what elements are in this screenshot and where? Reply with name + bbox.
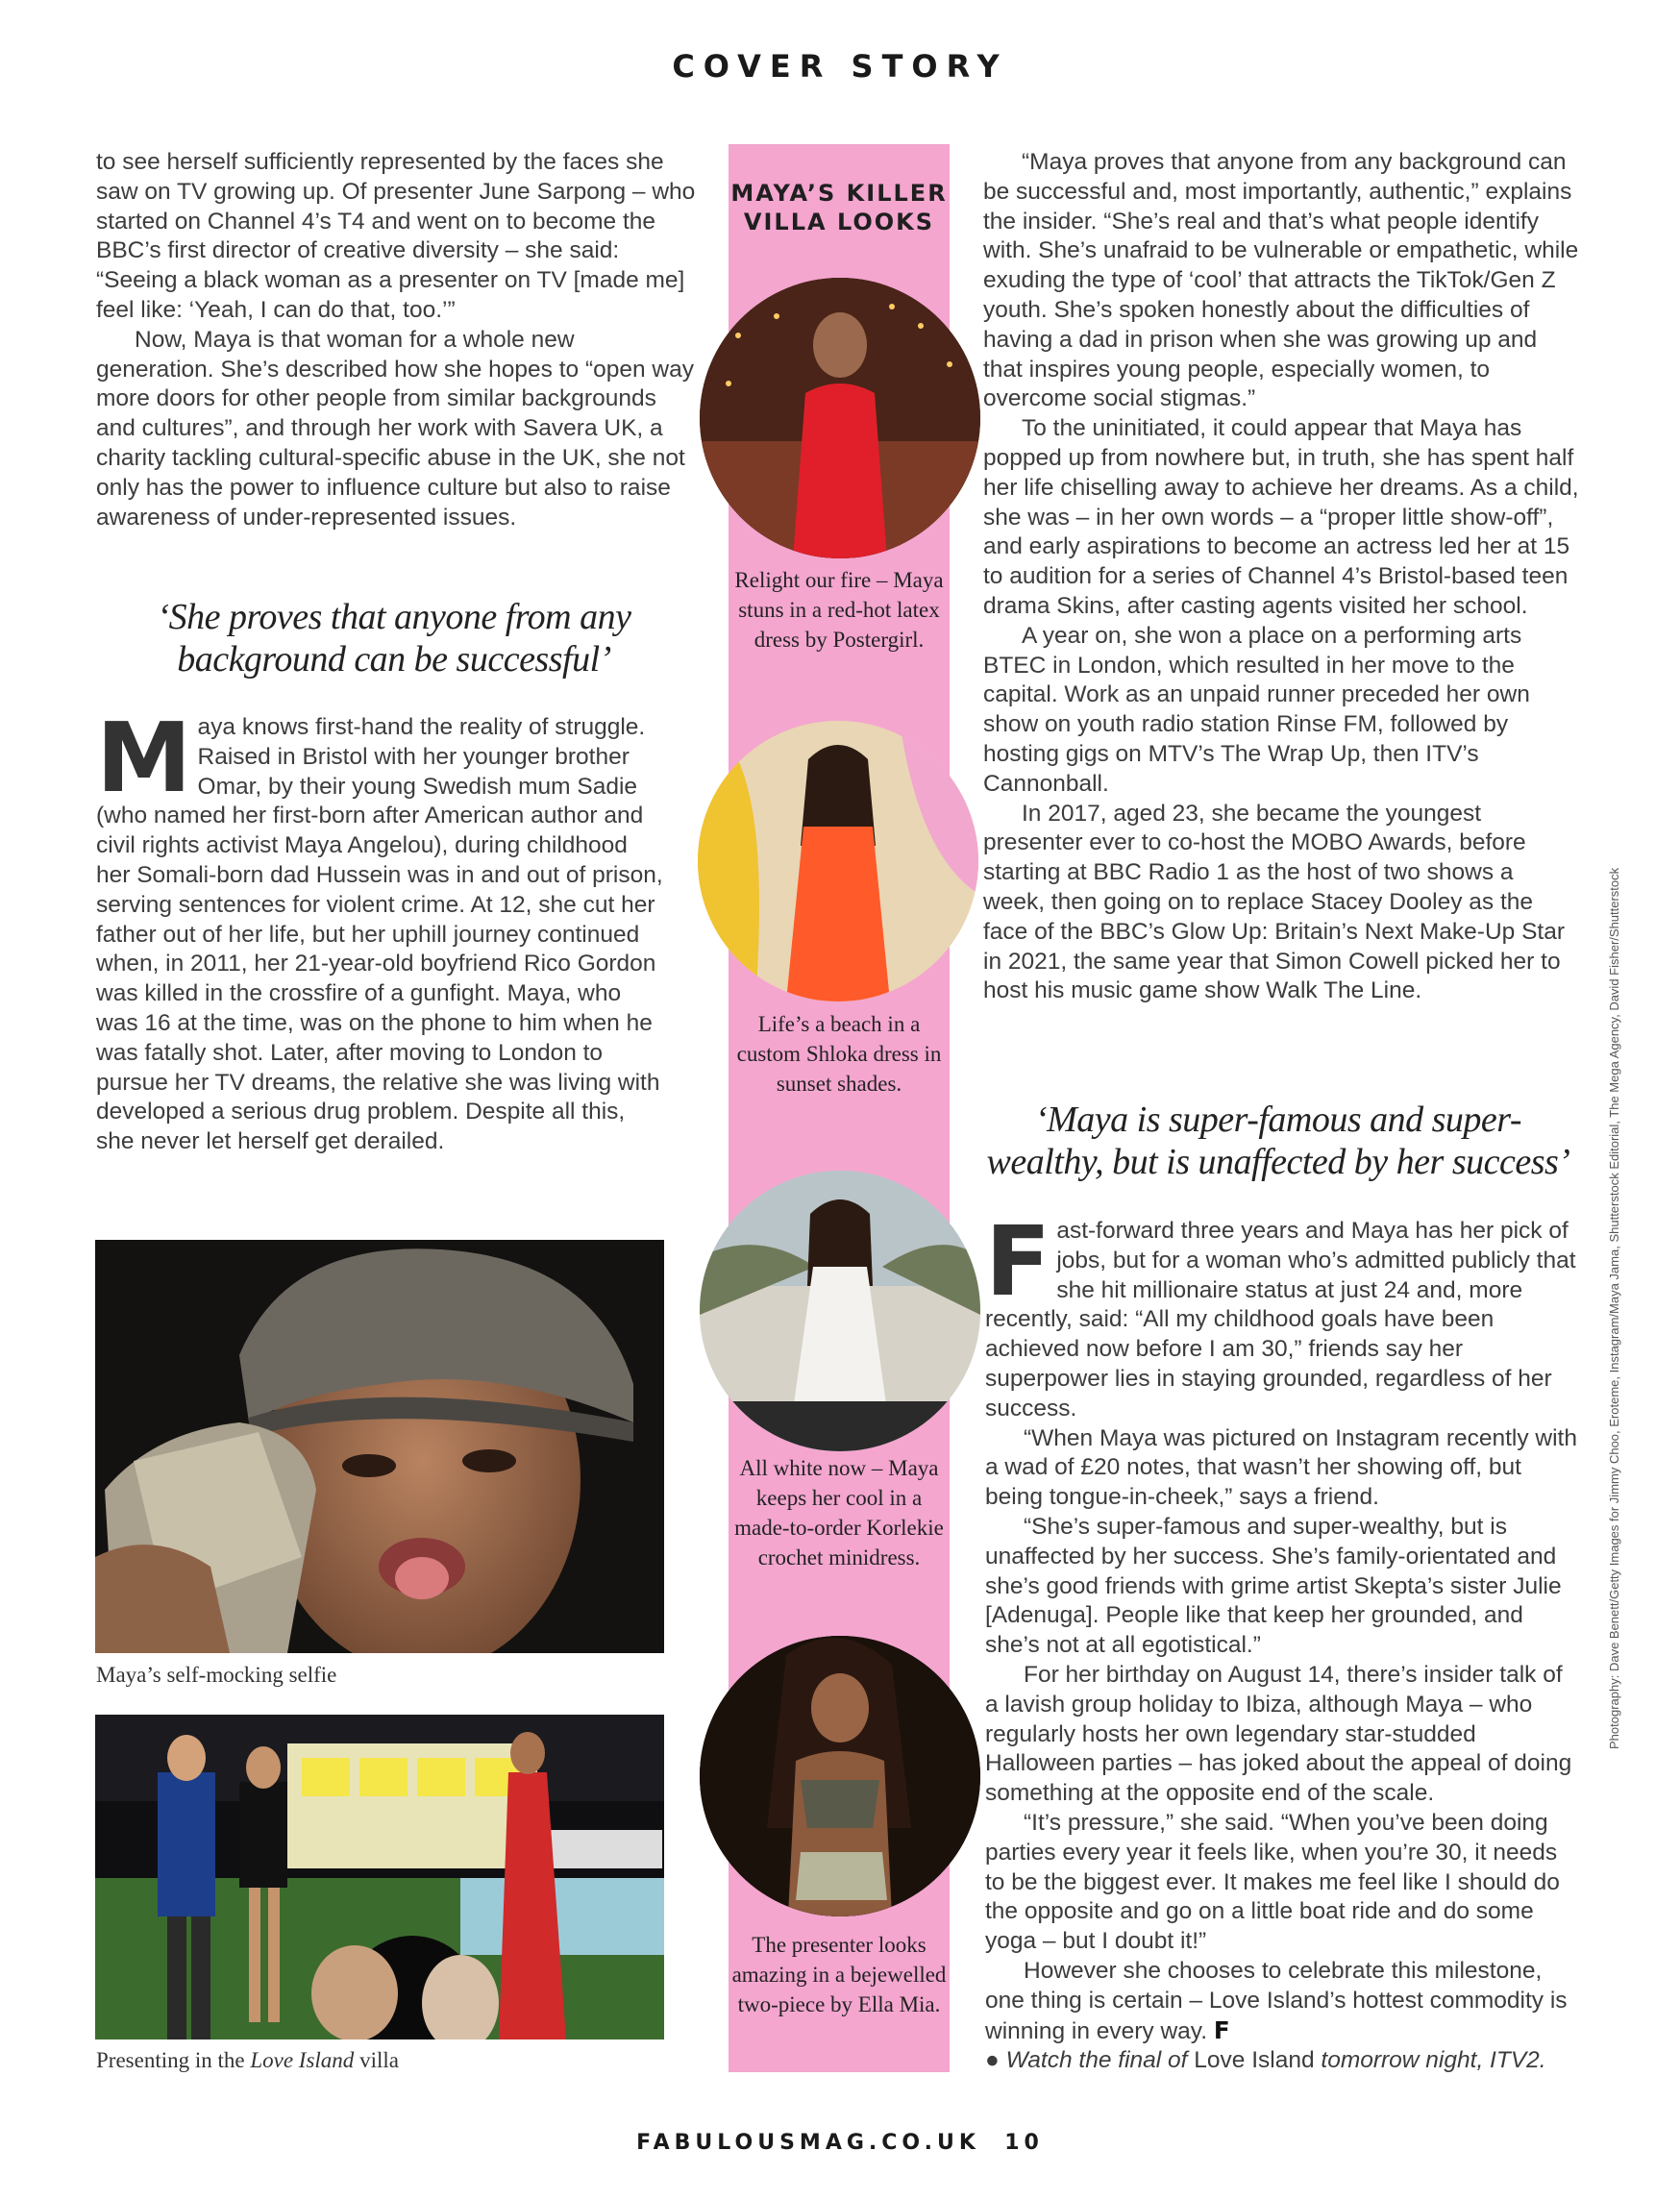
look-caption-3: All white now – Maya keeps her cool in a made-to-order Korlekie crochet minidress. [734, 1456, 944, 1570]
right-para-8: For her birthday on August 14, there’s insider talk of a lavish group holiday to Ibiza, although Maya – who regularly hosts her own legendary star-studded Halloween parties – has joked about the appeal of doing something at the opposite end of the scale. [985, 1661, 1572, 1807]
page-footer [0, 2131, 1680, 2155]
section-header: COVER STORY [672, 48, 1008, 85]
right-para-5: Fast-forward three years and Maya has her pick of jobs, but for a woman who’s admitted publicly that she hit millionaire status at just 24 and, more recently, said: “All my childhood goals have been achieved now before I am 30,” friends say her superpower lies in staying grounded, regardless of her success. [985, 1205, 1576, 1421]
look-photo-2 [698, 721, 978, 1001]
dropcap-f: F [985, 1205, 1051, 1318]
left-column-bottom [96, 702, 667, 1157]
watch-line: ● Watch the final of Love Island tomorrow night, ITV2. [985, 2047, 1546, 2074]
look-photo-3 [700, 1171, 980, 1451]
dropcap-m: M [96, 702, 192, 814]
right-pullquote: ‘Maya is super-famous and super-wealthy, but is unaffected by her success’ [986, 1100, 1570, 1182]
sidebar-title: MAYA’S KILLER VILLA LOOKS [730, 180, 948, 235]
photo-credit: Photography: Dave Benett/Getty Images for Jimmy Choo, Eroteme, Instagram/Maya Jama, Shutterstock Editorial, The Mega Agency, David Fisher/Shutterstock [1607, 867, 1621, 1749]
right-para-9: “It’s pressure,” she said. “When you’ve been doing parties every year it feels like, when you’re 30, it needs to be the biggest ever. It makes me feel like I should do the opposite and go on a little boat ride and do some yoga – but I doubt it!” [985, 1809, 1560, 1955]
right-column-bottom [985, 1205, 1581, 2076]
bullet-icon: ● [985, 2047, 1000, 2074]
villa-photo [95, 1715, 664, 2039]
left-para-1: to see herself sufficiently represented by the faces she saw on TV growing up. Of presenter June Sarpong – who started on Channel 4’s T4 and went on to become the BBC’s first director of creative diversity – she said: “Seeing a black woman as a presenter on TV [made me] feel like: ‘Yeah, I can do that, too.’” [96, 149, 696, 323]
left-column-top [96, 148, 698, 532]
right-para-4: In 2017, aged 23, she became the youngest presenter ever to co-host the MOBO Awards, before starting at BBC Radio 1 as the host of two shows a week, then going on to replace Stacey Dooley as the face of the BBC’s Glow Up: Britain’s Next Make-Up Star in 2021, the same year that Simon Cowell picked her to host his music game show Walk The Line. [983, 800, 1566, 1004]
selfie-photo [95, 1240, 664, 1653]
right-para-3: A year on, she won a place on a performing arts BTEC in London, which resulted in her move to the capital. Work as an unpaid runner preceded her own show on youth radio station Rinse FM, followed by hosting gigs on MTV’s The Wrap Up, then ITV’s Cannonball. [983, 622, 1530, 797]
right-para-7: “She’s super-famous and super-wealthy, but is unaffected by her success. She’s family-orientated and she’s good friends with grime artist Skepta’s sister Julie [Adenuga]. People like that keep her grounded, and she’s not at all egotistical.” [985, 1513, 1562, 1659]
right-para-10: However she chooses to celebrate this milestone, one thing is certain – Love Island’s hottest commodity is winning in every way. F [985, 1957, 1568, 2044]
left-para-2: Now, Maya is that woman for a whole new generation. She’s described how she hopes to “open way more doors for other people from similar backgrounds and cultures”, and through her work with Savera UK, a charity tackling cultural-specific abuse in the UK, she not only has the power to influence culture but also to raise awareness of under-represented issues. [96, 326, 694, 531]
look-caption-2: Life’s a beach in a custom Shloka dress in sunset shades. [736, 1012, 942, 1096]
look-photo-4 [700, 1636, 980, 1916]
left-para-3: Maya knows first-hand the reality of struggle. Raised in Bristol with her younger brother Omar, by their young Swedish mum Sadie (who named her first-born after American author and civil rights activist Maya Angelou), during childhood her Somali-born dad Hussein was in and out of prison, serving sentences for violent crime. At 12, she cut her father out of her life, but her uphill journey continued when, in 2011, her 21-year-old boyfriend Rico Gordon was killed in the crossfire of a gunfight. Maya, who was 16 at the time, was on the phone to him when he was fatally shot. Later, after moving to London to pursue her TV dreams, the relative she was living with developed a serious drug problem. Despite all this, she never let herself get derailed. [96, 702, 663, 1155]
footer-site: FABULOUSMAG.CO.UK [636, 2131, 980, 2155]
villa-caption: Presenting in the Love Island villa [96, 2048, 399, 2072]
right-para-1: “Maya proves that anyone from any background can be successful and, most importantly, authentic,” explains the insider. “She’s real and that’s what people identify with. She’s unafraid to be vulnerable or empathetic, while exuding the type of ‘cool’ that attracts the TikTok/Gen Z youth. She’s spoken honestly about the difficulties of having a dad in prison when she was growing up and that inspires young people, especially women, to overcome social stigmas.” [983, 149, 1579, 412]
look-caption-4: The presenter looks amazing in a bejewelled two-piece by Ella Mia. [731, 1933, 947, 2016]
selfie-caption: Maya’s self-mocking selfie [96, 1663, 337, 1687]
right-column-top [983, 148, 1579, 1006]
right-para-2: To the uninitiated, it could appear that Maya has popped up from nowhere but, in truth, she has spent half her life chiselling away to achieve her dreams. As a child, she was – in her own words – a “proper little show-off”, and early aspirations to become an actress led her at 15 to audition for a series of Channel 4’s Bristol-based teen drama Skins, after casting agents visited her school. [983, 415, 1579, 619]
right-para-6: “When Maya was pictured on Instagram recently with a wad of £20 notes, that wasn’t her showing off, but being tongue-in-cheek,” says a friend. [985, 1424, 1577, 1511]
look-photo-1 [700, 278, 980, 558]
page-number: 10 [1004, 2131, 1044, 2155]
end-mark: F [1213, 2015, 1230, 2044]
look-caption-1: Relight our fire – Maya stuns in a red-hot latex dress by Postergirl. [734, 568, 944, 652]
left-pullquote: ‘She proves that anyone from any background can be successful’ [157, 597, 631, 680]
